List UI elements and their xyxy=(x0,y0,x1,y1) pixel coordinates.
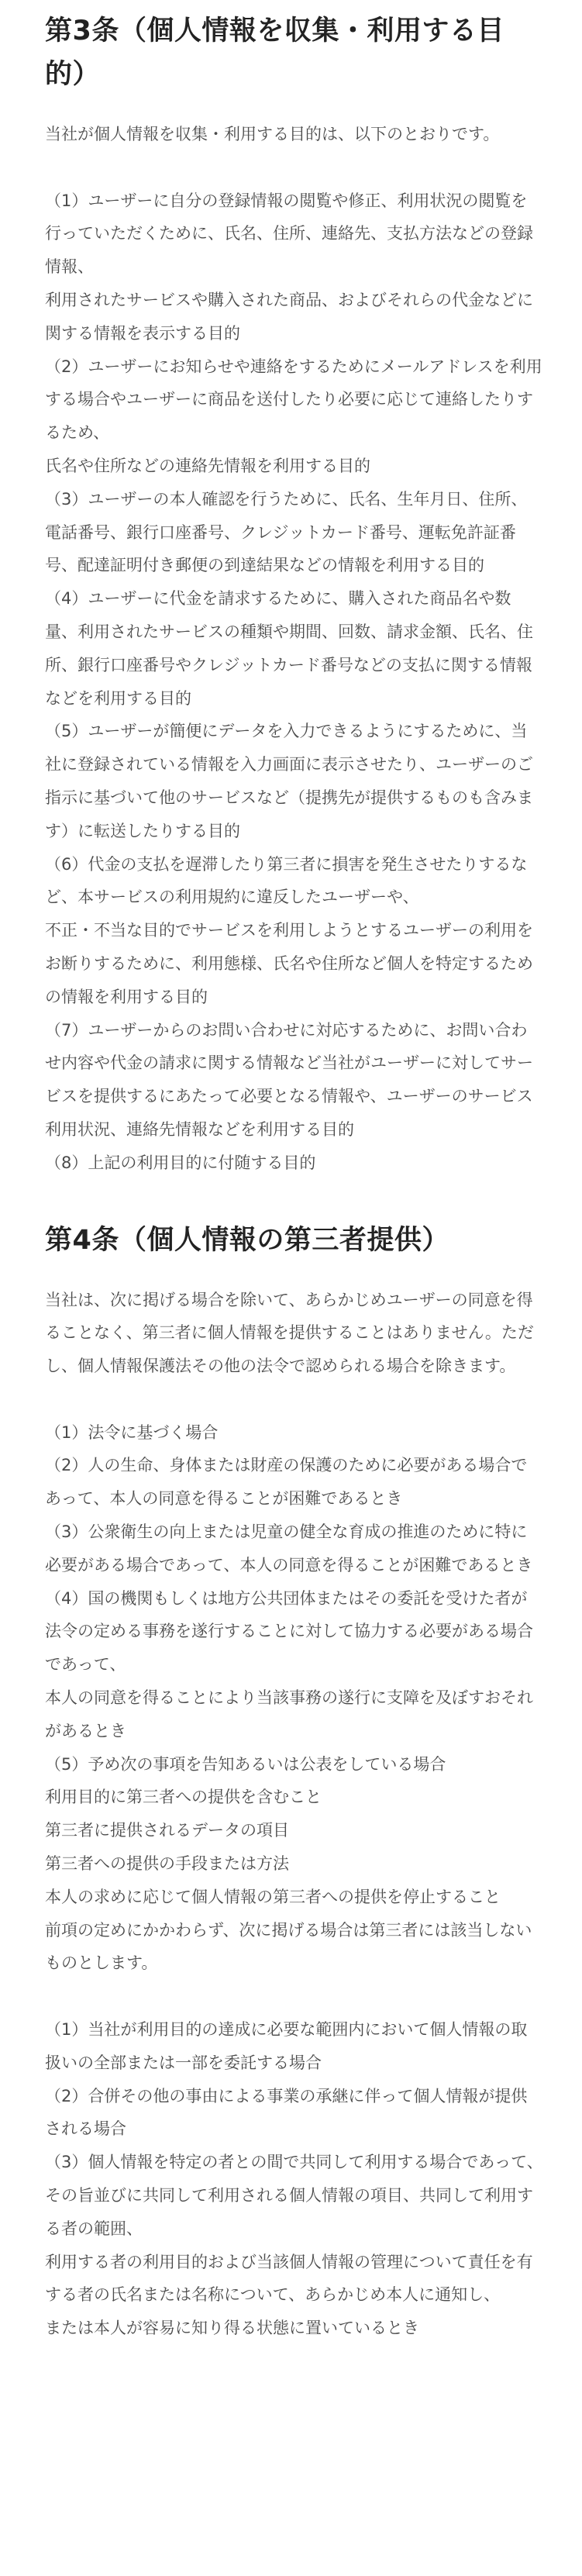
paragraph-gap xyxy=(45,1980,543,2013)
article-4 xyxy=(45,1219,543,2346)
list-item: （1）法令に基づく場合 xyxy=(45,1422,219,1442)
paragraph-gap xyxy=(45,151,543,184)
article-3-purpose-list xyxy=(45,184,543,1180)
list-item: （3）個人情報を特定の者との間で共同して利用する場合であって、その旨並びに共同して利用される個人情報の項目、共同して利用する者の範囲、 xyxy=(45,2153,543,2238)
list-item: （8）上記の利用目的に付随する目的 xyxy=(45,1153,316,1172)
article-3 xyxy=(45,9,543,1180)
list-item: （5）ユーザーが簡便にデータを入力できるようにするために、当社に登録されている情報を入力画面に表示させたり、ユーザーのご指示に基づいて他のサービスなど（提携先が提供するものも含みます）に転送したりする目的 xyxy=(45,722,533,840)
article-4-non-third-party-list xyxy=(45,2013,543,2345)
list-item: 本人の求めに応じて個人情報の第三者への提供を停止すること xyxy=(45,1887,501,1906)
list-item: 不正・不当な目的でサービスを利用しようとするユーザーの利用をお断りするために、利用態様、氏名や住所など個人を特定するための情報を利用する目的 xyxy=(45,921,533,1006)
list-item: （1）当社が利用目的の達成に必要な範囲内において個人情報の取扱いの全部または一部を委託する場合 xyxy=(45,2020,528,2072)
list-item: 利用されたサービスや購入された商品、およびそれらの代金などに関する情報を表示する目的 xyxy=(45,290,533,343)
list-item: （3）ユーザーの本人確認を行うために、氏名、生年月日、住所、電話番号、銀行口座番号、クレジットカード番号、運転免許証番号、配達証明付き郵便の到達結果などの情報を利用する目的 xyxy=(45,489,528,575)
list-item: （6）代金の支払を遅滞したり第三者に損害を発生させたりするなど、本サービスの利用規約に違反したユーザーや、 xyxy=(45,854,528,907)
list-item: （4）国の機関もしくは地方公共団体またはその委託を受けた者が法令の定める事務を遂行することに対して協力する必要がある場合であって、 xyxy=(45,1588,533,1674)
article-4-intro: 当社は、次に掲げる場合を除いて、あらかじめユーザーの同意を得ることなく、第三者に個人情報を提供することはありません。ただし、個人情報保護法その他の法令で認められる場合を除きます。 xyxy=(45,1290,534,1376)
list-item: （7）ユーザーからのお問い合わせに対応するために、お問い合わせ内容や代金の請求に関する情報など当社がユーザーに対してサービスを提供するにあたって必要となる情報や、ユーザーのサービス利用状況、連絡先情報などを利用する目的 xyxy=(45,1020,533,1139)
list-item: （5）予め次の事項を告知あるいは公表をしている場合 xyxy=(45,1754,446,1774)
list-item: 第三者に提供されるデータの項目 xyxy=(45,1821,289,1840)
list-item: （2）ユーザーにお知らせや連絡をするためにメールアドレスを利用する場合やユーザーに商品を送付したり必要に応じて連絡したりするため、 xyxy=(45,357,542,443)
article-3-title: 第3条（個人情報を収集・利用する目的） xyxy=(45,16,505,90)
list-item: （2）人の生命、身体または財産の保護のために必要がある場合であって、本人の同意を得ることが困難であるとき xyxy=(45,1456,528,1509)
list-item: （3）公衆衛生の向上または児童の健全な育成の推進のために特に必要がある場合であって、本人の同意を得ることが困難であるとき xyxy=(45,1522,533,1574)
paragraph-gap xyxy=(45,1383,543,1416)
list-item: 利用目的に第三者への提供を含むこと xyxy=(45,1788,322,1807)
list-item: （4）ユーザーに代金を請求するために、購入された商品名や数量、利用されたサービスの種類や期間、回数、請求金額、氏名、住所、銀行口座番号やクレジットカード番号などの支払に関する情報などを利用する目的 xyxy=(45,589,533,708)
list-item: 氏名や住所などの連絡先情報を利用する目的 xyxy=(45,456,370,475)
article-4-exception-list xyxy=(45,1416,543,1981)
list-item: 前項の定めにかかわらず、次に掲げる場合は第三者には該当しないものとします。 xyxy=(45,1920,532,1973)
list-item: 本人の同意を得ることにより当該事務の遂行に支障を及ぼすおそれがあるとき xyxy=(45,1688,533,1740)
list-item: または本人が容易に知り得る状態に置いているとき xyxy=(45,2319,419,2338)
article-3-intro: 当社が個人情報を収集・利用する目的は、以下のとおりです。 xyxy=(45,125,500,143)
list-item: （1）ユーザーに自分の登録情報の閲覧や修正、利用状況の閲覧を行っていただくために、氏名、住所、連絡先、支払方法などの登録情報、 xyxy=(45,191,533,277)
list-item: 利用する者の利用目的および当該個人情報の管理について責任を有する者の氏名または名称について、あらかじめ本人に通知し、 xyxy=(45,2252,533,2305)
list-item: （2）合併その他の事由による事業の承継に伴って個人情報が提供される場合 xyxy=(45,2086,528,2139)
article-4-title: 第4条（個人情報の第三者提供） xyxy=(45,1224,449,1256)
list-item: 第三者への提供の手段または方法 xyxy=(45,1854,289,1874)
